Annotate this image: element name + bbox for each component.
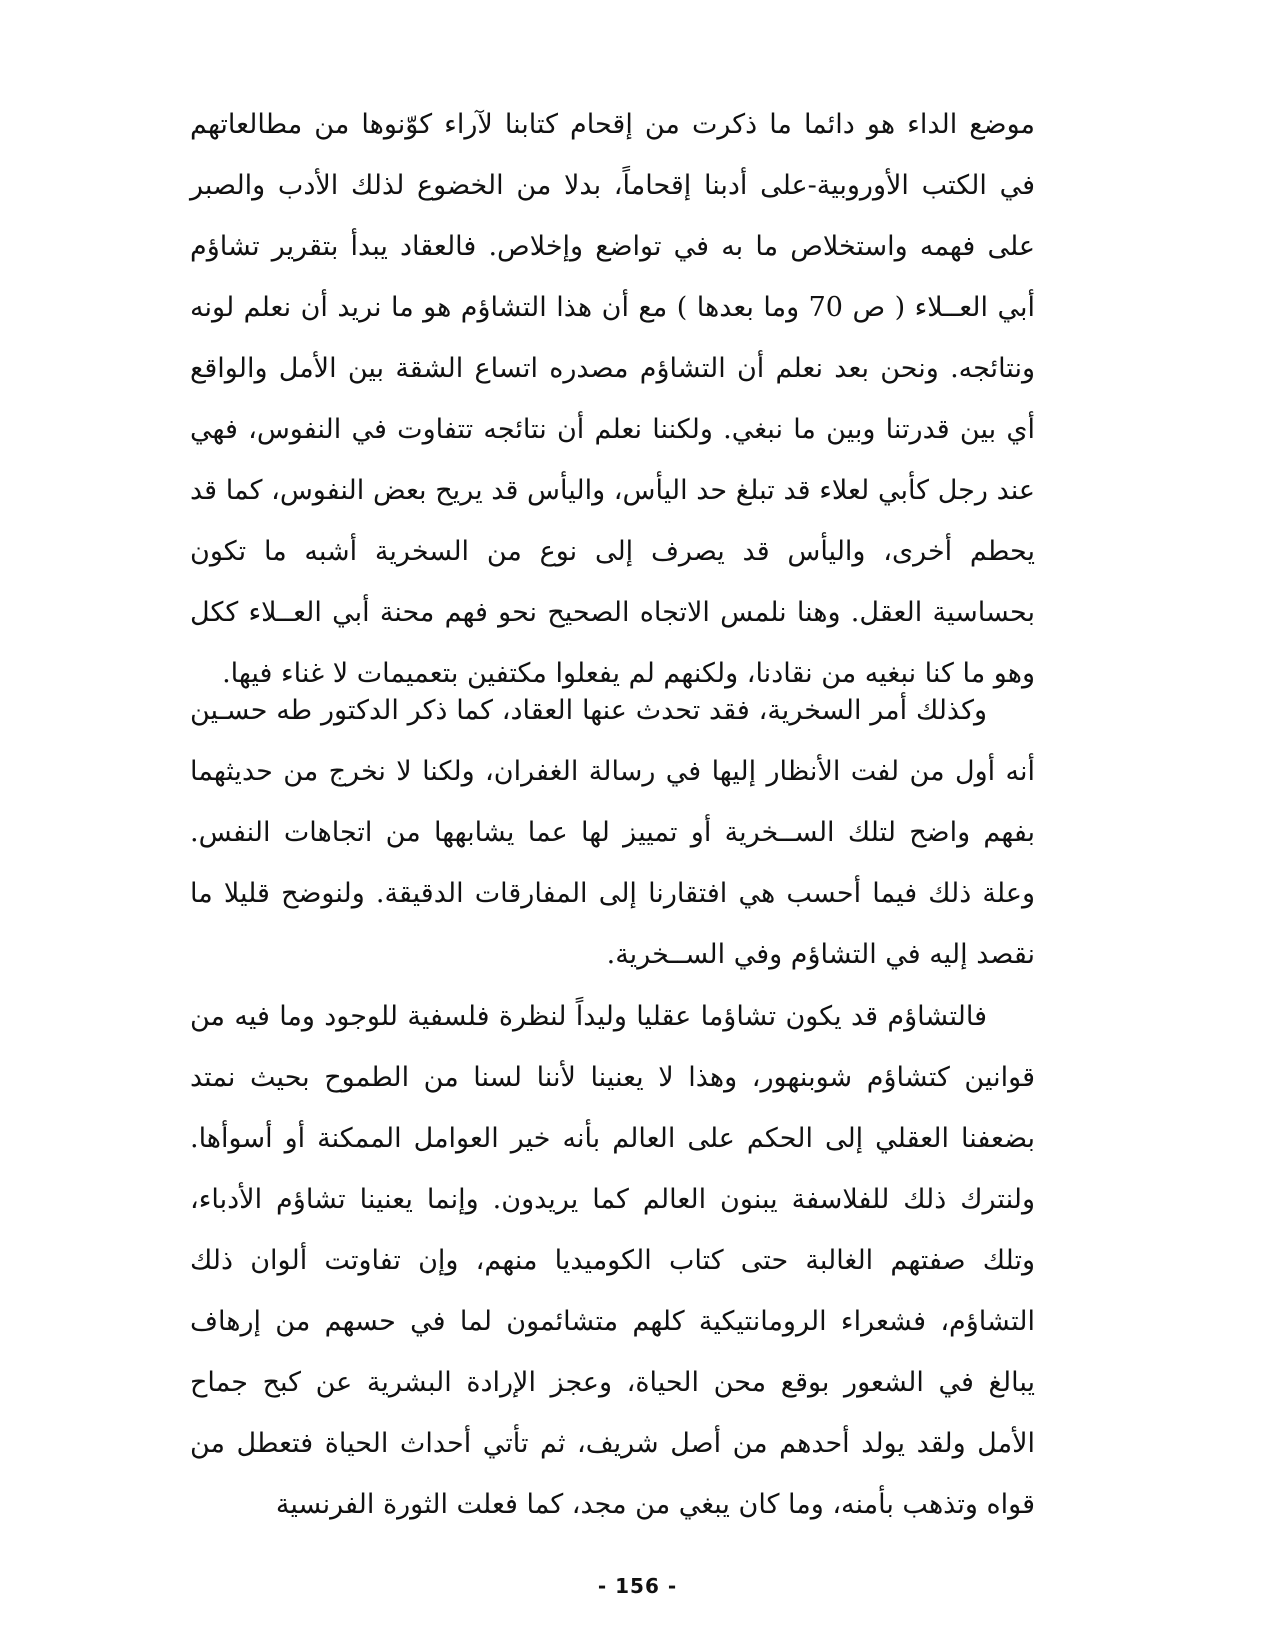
page-number: - 156 - — [597, 1574, 678, 1598]
paragraph-3-text: فالتشاؤم قد يكون تشاؤما عقليا وليداً لنظرة فلسفية للوجود وما فيه من قوانين كتشاؤم شوبنهور، وهذا لا يعنينا لأننا لسنا من الطموح بحيث نمتد بضعفنا العقلي إلى الحكم على العالم بأنه خير العوامل الممكنة أو أسوأها. ولنترك ذلك للفلاسفة يبنون العالم كما يريدون. وإنما يعنينا تشاؤم الأدباء، وتلك صفتهم الغالبة حتى كتاب الكوميديا منهم، وإن تفاوتت ألوان ذلك التشاؤم، فشعراء الرومانتيكية كلهم متشائمون لما في حسهم من إرهاف يبالغ في الشعور بوقع محن الحياة، وعجز الإرادة البشرية عن كبح جماح الأمل ولقد يولد أحدهم من أصل شريف، ثم تأتي أحداث الحياة فتعطل من قواه وتذهب بأمنه، وما كان يبغي من مجد، كما فعلت الثورة الفرنسية — [190, 1001, 1035, 1520]
paragraph-1 — [190, 94, 1035, 704]
paragraph-3 — [190, 986, 1035, 1535]
paragraph-2 — [190, 680, 1035, 985]
paragraph-2-text: وكذلك أمر السخرية، فقد تحدث عنها العقاد، كما ذكر الدكتور طه حسـين أنه أول من لفت الأنظار إليها في رسالة الغفران، ولكنا لا نخرج من حديثهما بفهم واضح لتلك الســخرية أو تمييز لها عما يشابهها من اتجاهات النفس. وعلة ذلك فيما أحسب هي افتقارنا إلى المفارقات الدقيقة. ولنوضح قليلا ما نقصد إليه في التشاؤم وفي الســخرية. — [190, 695, 1035, 970]
paragraph-1-text: موضع الداء هو دائما ما ذكرت من إقحام كتابنا لآراء كوّنوها من مطالعاتهم في الكتب الأوروبية-على أدبنا إقحاماً، بدلا من الخضوع لذلك الأدب والصبر على فهمه واستخلاص ما به في تواضع وإخلاص. فالعقاد يبدأ بتقرير تشاؤم أبي العــلاء ( ص 70 وما بعدها ) مع أن هذا التشاؤم هو ما نريد أن نعلم لونه ونتائجه. ونحن بعد نعلم أن التشاؤم مصدره اتساع الشقة بين الأمل والواقع أي بين قدرتنا وبين ما نبغي. ولكننا نعلم أن نتائجه تتفاوت في النفوس، فهي عند رجل كأبي لعلاء قد تبلغ حد اليأس، واليأس قد يريح بعض النفوس، كما قد يحطم أخرى، واليأس قد يصرف إلى نوع من السخرية أشبه ما تكون بحساسية العقل. وهنا نلمس الاتجاه الصحيح نحو فهم محنة أبي العــلاء ككل وهو ما كنا نبغيه من نقادنا، ولكنهم لم يفعلوا مكتفين بتعميمات لا غناء فيها. — [190, 109, 1035, 689]
